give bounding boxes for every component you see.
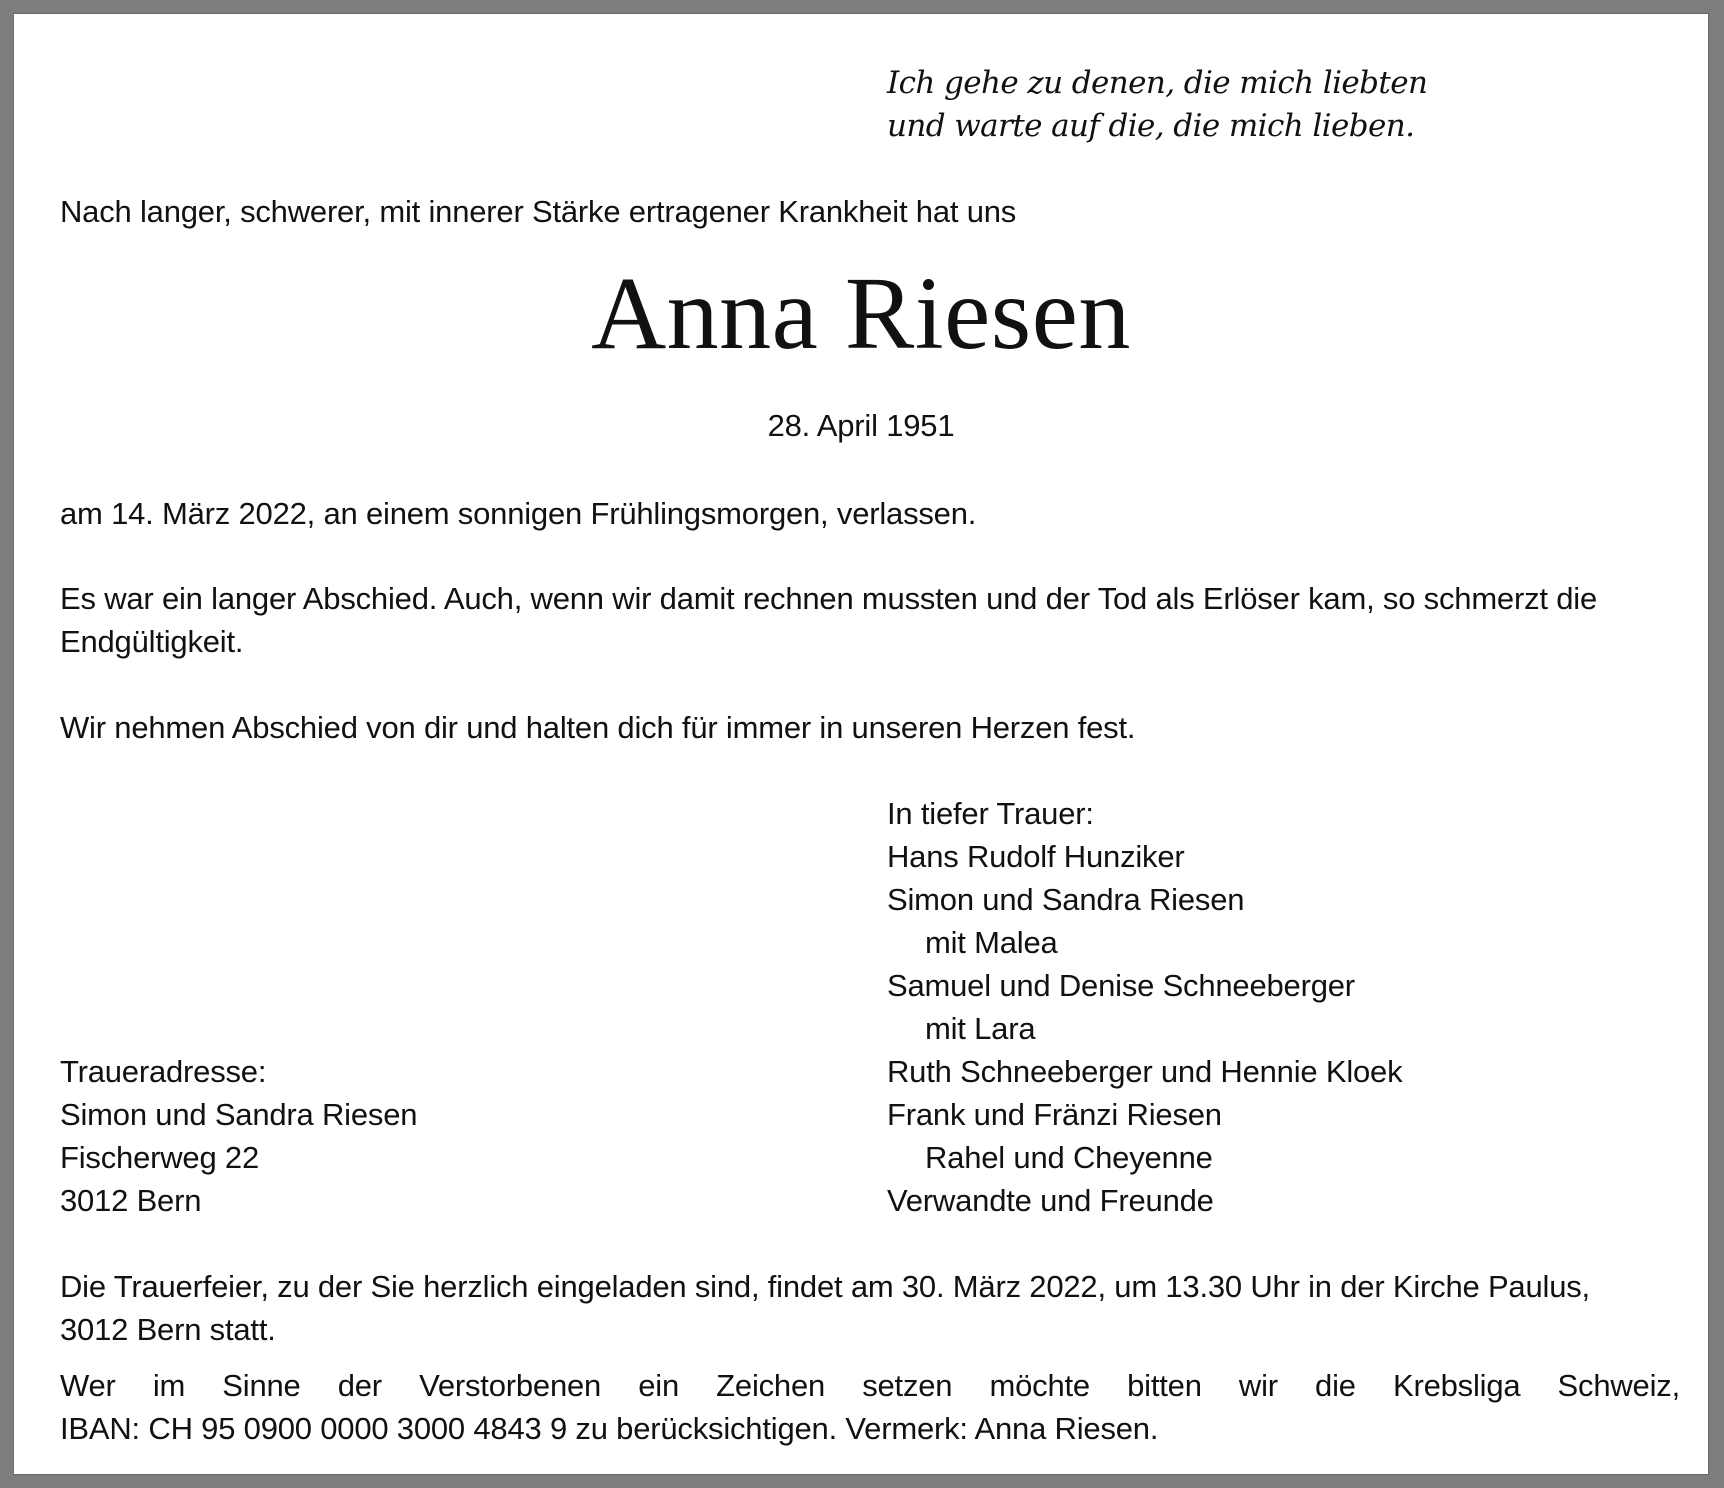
mourner-entry: Verwandte und Freunde (887, 1183, 1214, 1218)
farewell-line-1: Es war ein langer Abschied. Auch, wenn wir damit rechnen mussten und der Tod als Erlöser kam, so schmerzt die (60, 581, 1597, 616)
farewell-paragraph (60, 577, 1680, 663)
address-name: Simon und Sandra Riesen (60, 1097, 418, 1132)
motto-line-1: Ich gehe zu denen, die mich liebten (887, 65, 1428, 101)
birth-date: 28. April 1951 (767, 408, 955, 443)
donation-line-2: IBAN: CH 95 0900 0000 3000 4843 9 zu berücksichtigen. Vermerk: Anna Riesen. (60, 1411, 1159, 1446)
mourner-entry-child: mit Lara (925, 1011, 1036, 1046)
address-street: Fischerweg 22 (60, 1140, 259, 1175)
intro-text: Nach langer, schwerer, mit innerer Stärke ertragener Krankheit hat uns (60, 194, 1017, 229)
mourner-entry: Hans Rudolf Hunziker (887, 839, 1185, 874)
ceremony-line-1: Die Trauerfeier, zu der Sie herzlich eingeladen sind, findet am 30. März 2022, um 13.30 Uhr in der Kirche Paulus, (60, 1269, 1590, 1304)
death-date-line: am 14. März 2022, an einem sonnigen Frühlingsmorgen, verlassen. (60, 496, 977, 531)
mourner-entry: Samuel und Denise Schneeberger (887, 968, 1355, 1003)
motto-quote (887, 62, 1427, 148)
address-label: Traueradresse: (60, 1054, 267, 1089)
mourner-entry: Ruth Schneeberger und Hennie Kloek (887, 1054, 1403, 1089)
farewell-line-2: Endgültigkeit. (60, 624, 244, 659)
address-city: 3012 Bern (60, 1183, 202, 1218)
obituary-notice (14, 14, 1708, 1474)
mourner-entry: Simon und Sandra Riesen (887, 882, 1245, 917)
donation-paragraph (60, 1364, 1680, 1450)
closing-sentence: Wir nehmen Abschied von dir und halten dich für immer in unseren Herzen fest. (60, 710, 1136, 745)
mourner-entry: Frank und Fränzi Riesen (887, 1097, 1222, 1132)
motto-line-2: und warte auf die, die mich lieben. (887, 108, 1415, 144)
donation-line-1: Wer im Sinne der Verstorbenen ein Zeichen setzen möchte bitten wir die Krebsliga Schweiz, (60, 1368, 1680, 1403)
ceremony-line-2: 3012 Bern statt. (60, 1312, 276, 1347)
mourning-address (60, 1050, 417, 1222)
deceased-name: Anna Riesen (591, 256, 1131, 371)
mourners-heading: In tiefer Trauer: (887, 796, 1094, 831)
ceremony-paragraph (60, 1265, 1680, 1351)
mourner-entry-child: mit Malea (925, 925, 1058, 960)
mourner-entry-child: Rahel und Cheyenne (925, 1140, 1213, 1175)
mourners-list (887, 792, 1402, 1222)
